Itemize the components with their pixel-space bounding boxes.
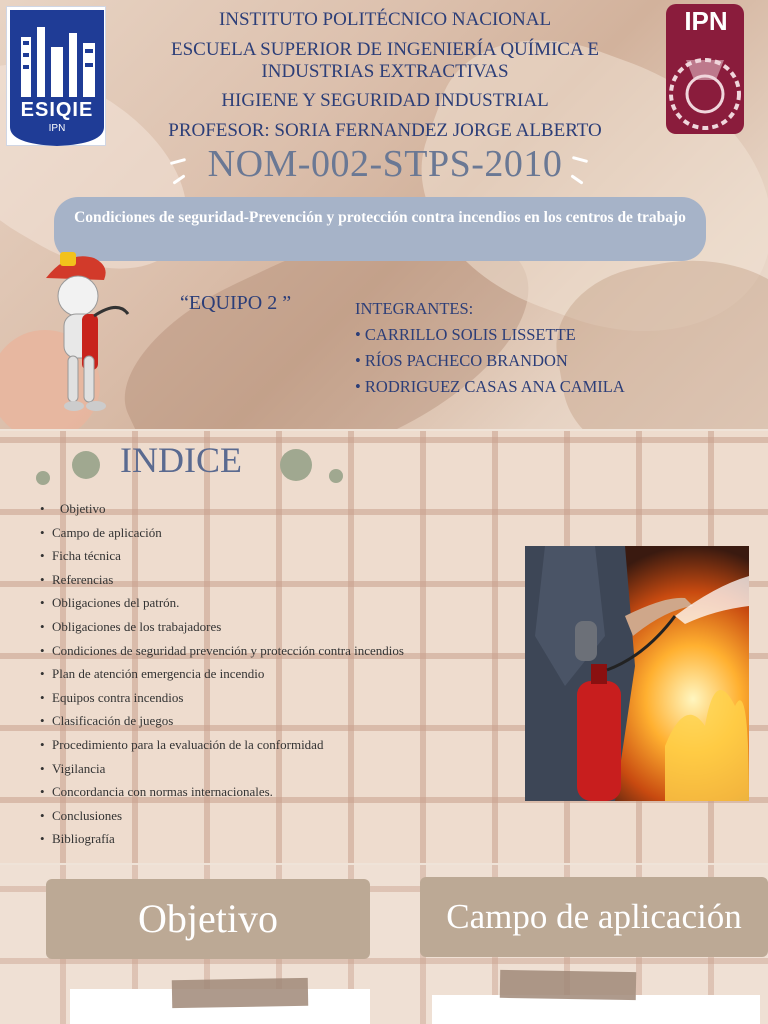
toc-item: • Objetivo <box>40 497 404 521</box>
institution-name: INSTITUTO POLITÉCNICO NACIONAL <box>218 9 552 30</box>
toc-item: • Obligaciones de los trabajadores <box>40 615 404 639</box>
ipn-logo-text: IPN <box>684 6 728 36</box>
toc-item: • Condiciones de seguridad prevención y protección contra incendios <box>40 639 404 663</box>
toc-item: • Referencias <box>40 568 404 592</box>
course-name: HIGIENE Y SEGURIDAD INDUSTRIAL <box>221 90 549 111</box>
members-block <box>355 296 625 400</box>
toc-item: • Procedimiento para la evaluación de la conformidad <box>40 733 404 757</box>
index-title: INDICE <box>120 440 242 480</box>
member-item: • RÍOS PACHECO BRANDON <box>355 351 568 370</box>
member-item: • CARRILLO SOLIS LISSETTE <box>355 325 576 344</box>
decorative-dot <box>36 471 50 485</box>
scope-heading: Campo de aplicación <box>420 877 768 957</box>
professor-name: PROFESOR: SORIA FERNANDEZ JORGE ALBERTO <box>168 120 602 141</box>
toc-item: • Plan de atención emergencia de incendio <box>40 662 404 686</box>
toc-item: • Conclusiones <box>40 804 404 828</box>
tape-decoration <box>172 978 308 1008</box>
esiqie-logo <box>6 6 106 146</box>
members-heading: INTEGRANTES: <box>355 299 474 318</box>
firefighter-illustration <box>38 250 138 420</box>
team-label: “EQUIPO 2 ” <box>180 292 292 314</box>
toc-item: • Bibliografía <box>40 827 404 851</box>
decorative-dot <box>72 451 100 479</box>
school-name: ESCUELA SUPERIOR DE INGENIERÍA QUÍMICA E INDUSTRIAS EXTRACTIVAS <box>170 39 600 82</box>
toc-item: • Obligaciones del patrón. <box>40 591 404 615</box>
slide-cover <box>0 0 768 429</box>
toc-item: • Vigilancia <box>40 757 404 781</box>
toc-item: • Ficha técnica <box>40 544 404 568</box>
decorative-dot <box>329 469 343 483</box>
norm-title: NOM-002-STPS-2010 <box>207 143 563 185</box>
toc-item: • Concordancia con normas internacionales. <box>40 780 404 804</box>
esiqie-logo-text: ESIQIE <box>20 99 94 121</box>
slide-objective <box>0 865 768 1024</box>
subtitle-banner: Condiciones de seguridad-Prevención y protección contra incendios en los centros de trabajo <box>54 197 706 261</box>
objective-heading: Objetivo <box>46 879 370 959</box>
toc-item: • Clasificación de juegos <box>40 709 404 733</box>
fire-extinguisher-photo <box>525 546 749 801</box>
table-of-contents <box>40 497 404 851</box>
esiqie-logo-subtext: IPN <box>48 123 66 134</box>
slide-index <box>0 431 768 863</box>
member-item: • RODRIGUEZ CASAS ANA CAMILA <box>355 377 625 396</box>
ipn-logo <box>656 0 756 140</box>
tape-decoration <box>500 970 636 1000</box>
toc-item: • Campo de aplicación <box>40 521 404 545</box>
decorative-dot <box>280 449 312 481</box>
toc-item: • Equipos contra incendios <box>40 686 404 710</box>
